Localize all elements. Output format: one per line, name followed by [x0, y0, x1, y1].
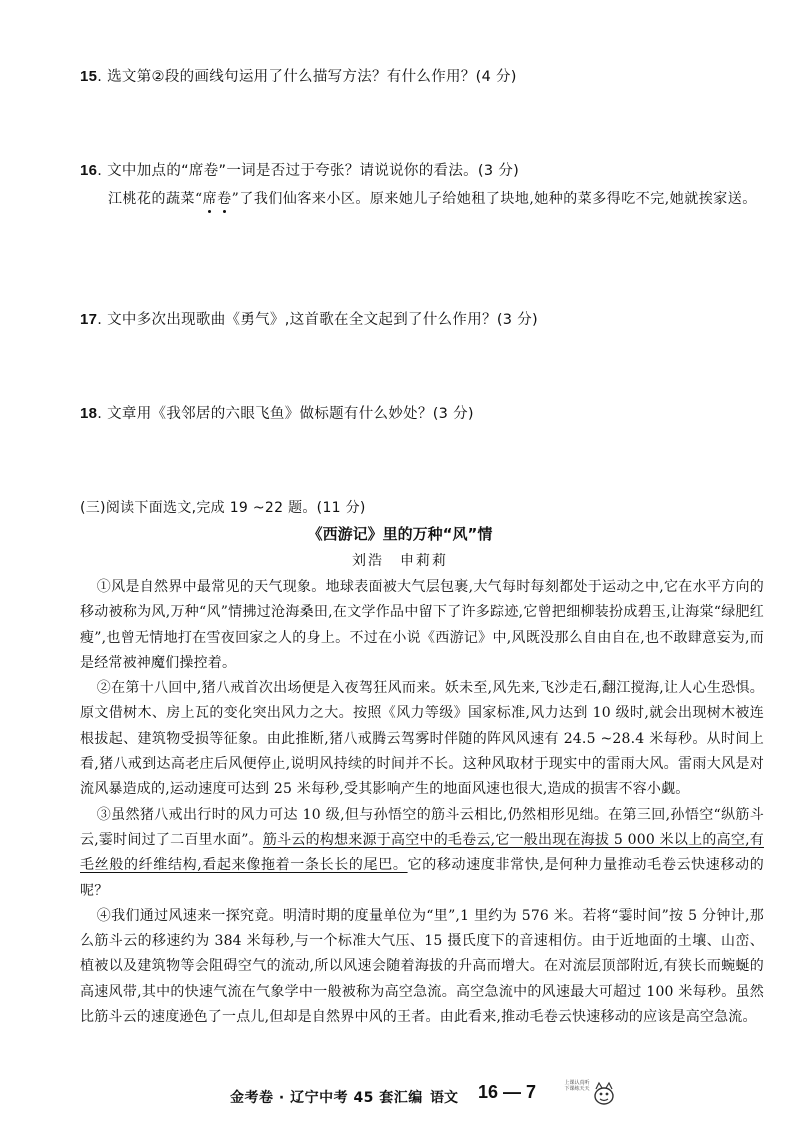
series-title: 金考卷 · 辽宁中考 45 套汇编 [230, 1090, 423, 1106]
emphasis-dot-char: 席 [202, 191, 218, 207]
quote-text: ”了我们仙客来小区。原来她儿子给她租了块地,她种的菜多得吃不完,她就挨家送。 [231, 191, 757, 207]
quote-text: 江桃花的蔬菜“ [108, 191, 203, 207]
underlined-sentence: 筋斗云的构想来源于高空中的毛卷云,它一般出现在海拔 5 000 米以上的高空,有毛丝般的纤维结构,看起来像拖着一条长长的尾巴。 [80, 831, 764, 874]
question-17 [80, 309, 538, 331]
question-15 [80, 66, 517, 88]
mascot-logo-icon [590, 1080, 618, 1106]
subject-label: 语文 [430, 1090, 458, 1106]
question-text: . 选文第②段的画线句运用了什么描写方法？有什么作用？(4 分) [97, 69, 517, 85]
question-16 [80, 160, 519, 182]
question-16-quote [80, 186, 760, 212]
question-18 [80, 403, 474, 425]
article-authors: 刘浩 申莉莉 [352, 553, 448, 569]
paragraph-1: ①风是自然界中最常见的天气现象。地球表面被大气层包裹,大气每时每刻都处于运动之中,它在水平方向的移动被称为风,万种“风”情拂过沧海桑田,在文学作品中留下了许多踪迹,它曾把细柳装扮成碧玉,让海棠“绿肥红瘦”,也曾无情地打在雪夜回家之人的身上。不过在小说《西游记》中,风既没那么自由自在,也不敢肆意妄为,而是经常被神魔们操控着。 [80, 579, 764, 671]
question-number: 18 [80, 405, 98, 422]
paragraph-2: ②在第十八回中,猪八戒首次出场便是入夜驾狂风而来。妖未至,风先来,飞沙走石,翻江搅海,让人心生恐惧。原文借树木、房上瓦的变化突出风力之大。按照《风力等级》国家标准,风力达到 10 级时,就会出现树木被连根拔起、建筑物受损等征象。由此推断,猪八戒腾云驾雾时伴随的阵风风速有 24.5 ~28.4 米每秒。从时间上看,猪八戒到达高老庄后风便停止,说明风持续的时间并不长。这种风取材于现实中的雷雨大风。雷雨大风是对流风暴造成的,运动速度可达到 25 米每秒,受其影响产生的地面风速也很大,造成的损害不容小觑。 [80, 680, 764, 798]
article-title: 《西游记》里的万种“风”情 [307, 525, 493, 543]
question-number: 15 [80, 68, 98, 85]
article-body [80, 575, 764, 1030]
section-header: (三)阅读下面选文,完成 19 ~22 题。(11 分) [80, 500, 366, 516]
paragraph-3 [80, 803, 764, 904]
page-footer [0, 1080, 800, 1110]
question-number: 17 [80, 311, 98, 328]
paragraph-3-text: ③虽然猪八戒出行时的风力可达 10 级,但与孙悟空的筋斗云相比,仍然相形见绌。在第三回,孙悟空“纵筋斗云,霎时间过了二百里水面”。 [80, 806, 764, 848]
question-text: . 文章用《我邻居的六眼飞鱼》做标题有什么妙处？(3 分) [97, 406, 474, 422]
footer-slogan: 上课认真听 下课练天天 [564, 1080, 590, 1092]
page-number: 16 — 7 [478, 1082, 537, 1102]
question-text: . 文中加点的“席卷”一词是否过于夸张？请说说你的看法。(3 分) [97, 163, 520, 179]
question-text: . 文中多次出现歌曲《勇气》,这首歌在全文起到了什么作用？(3 分) [97, 312, 538, 328]
paragraph-4: ④我们通过风速来一探究竟。明清时期的度量单位为“里”,1 里约为 576 米。若将“霎时间”按 5 分钟计,那么筋斗云的移速约为 384 米每秒,与一个标准大气压、15 摄氏度下的音速相仿。由于近地面的土壤、山峦、植被以及建筑物等会阻碍空气的流动,所以风速会随着海拔的升高而增大。在对流层顶部附近,有狭长而蜿蜒的高速风带,其中的快速气流在气象学中一般被称为高空急流。高空急流中的风速最大可超过 100 米每秒。虽然比筋斗云的速度逊色了一点儿,但却是自然界中风的王者。由此看来,推动毛卷云快速移动的应该是高空急流。 [80, 907, 764, 1026]
question-number: 16 [80, 162, 98, 179]
emphasis-dot-char: 卷 [217, 191, 232, 207]
paragraph-3-text-end: 它的移动速度非常快,是何种力量推动毛卷云快速移动的呢？ [80, 857, 764, 899]
